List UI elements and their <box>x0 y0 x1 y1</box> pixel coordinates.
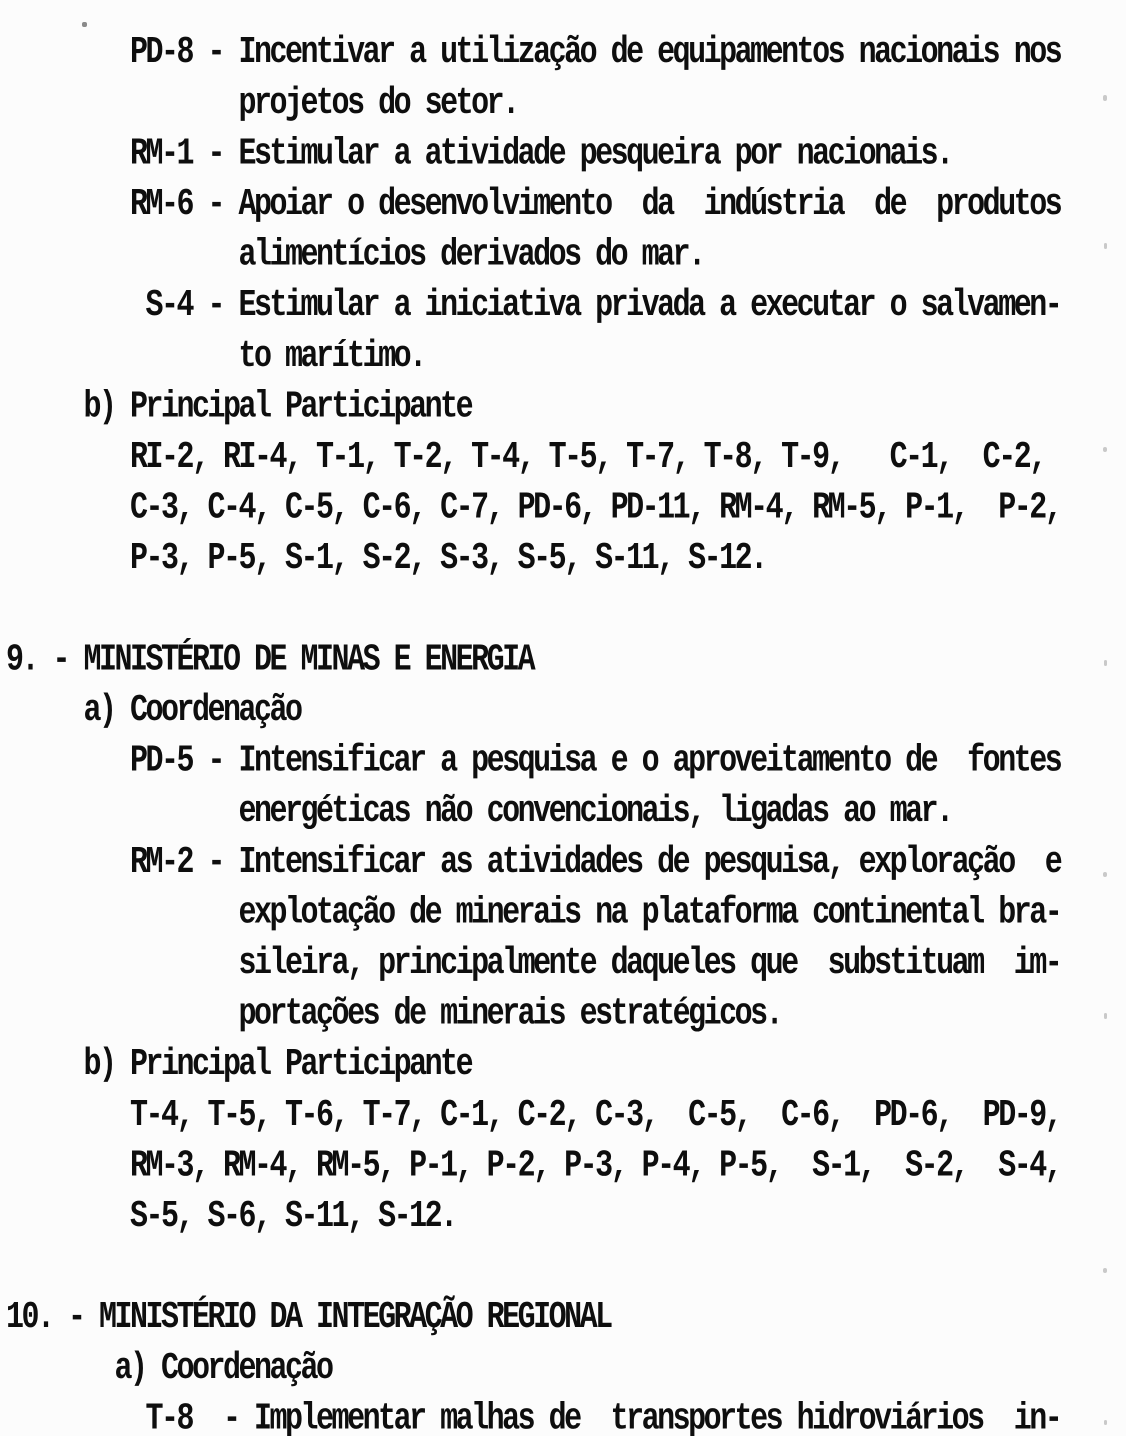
item-s4-line: S-4 - Estimular a iniciativa privada a executar o salvamen- <box>6 284 1061 328</box>
scan-speck <box>82 22 87 27</box>
scan-speck <box>1103 1268 1107 1273</box>
coordenacao-heading-9: a) Coordenação <box>6 689 301 733</box>
item-rm2-continuation-2: sileira, principalmente daqueles que substituam im- <box>6 942 1061 986</box>
participant-list-1-row-2: C-3, C-4, C-5, C-6, C-7, PD-6, PD-11, RM-4, RM-5, P-1, P-2, <box>6 487 1061 531</box>
item-rm2-continuation-3: portações de minerais estratégicos. <box>6 993 782 1037</box>
participant-list-1-row-1: RI-2, RI-4, T-1, T-2, T-4, T-5, T-7, T-8, T-9, C-1, C-2, <box>6 436 1045 480</box>
item-pd8-line: PD-8 - Incentivar a utilização de equipamentos nacionais nos <box>6 31 1061 75</box>
scan-speck <box>1103 872 1107 877</box>
section-10-heading: 10. - MINISTÉRIO DA INTEGRAÇÃO REGIONAL <box>6 1296 611 1340</box>
typewritten-text-block <box>6 28 1060 1436</box>
participant-list-9-row-1: T-4, T-5, T-6, T-7, C-1, C-2, C-3, C-5, C-6, PD-6, PD-9, <box>6 1094 1061 1138</box>
scan-speck <box>1103 447 1107 452</box>
coordenacao-heading-10: a) Coordenação <box>6 1347 332 1391</box>
participant-list-1-row-3: P-3, P-5, S-1, S-2, S-3, S-5, S-11, S-12. <box>6 537 766 581</box>
blank-line <box>6 585 1060 636</box>
scan-speck <box>1104 1420 1107 1425</box>
item-rm6-line: RM-6 - Apoiar o desenvolvimento da indústria de produtos <box>6 183 1061 227</box>
participant-list-9-row-2: RM-3, RM-4, RM-5, P-1, P-2, P-3, P-4, P-5, S-1, S-2, S-4, <box>6 1144 1061 1189</box>
principal-participante-heading-9: b) Principal Participante <box>6 1043 472 1087</box>
scan-speck <box>1104 1013 1107 1019</box>
blank-line <box>6 1242 1060 1293</box>
item-rm2-continuation-1: explotação de minerais na plataforma continental bra- <box>6 891 1061 936</box>
item-pd5-line: PD-5 - Intensificar a pesquisa e o aproveitamento de fontes <box>6 740 1061 784</box>
scan-speck <box>1104 243 1107 249</box>
participant-list-9-row-3: S-5, S-6, S-11, S-12. <box>6 1195 456 1239</box>
principal-participante-heading-1: b) Principal Participante <box>6 385 472 430</box>
item-rm2-line: RM-2 - Intensificar as atividades de pesquisa, exploração e <box>6 841 1061 885</box>
item-rm1-line: RM-1 - Estimular a atividade pesqueira por nacionais. <box>6 132 952 177</box>
item-s4-continuation: to marítimo. <box>6 335 425 379</box>
item-pd8-continuation: projetos do setor. <box>6 82 518 126</box>
section-9-heading: 9. - MINISTÉRIO DE MINAS E ENERGIA <box>6 638 534 683</box>
item-pd5-continuation: energéticas não convencionais, ligadas ao mar. <box>6 790 952 834</box>
scan-speck <box>1103 95 1107 101</box>
item-t8-line: T-8 - Implementar malhas de transportes hidroviários in- <box>6 1397 1061 1436</box>
item-rm6-continuation: alimentícios derivados do mar. <box>6 234 704 278</box>
scan-speck <box>1104 660 1107 666</box>
